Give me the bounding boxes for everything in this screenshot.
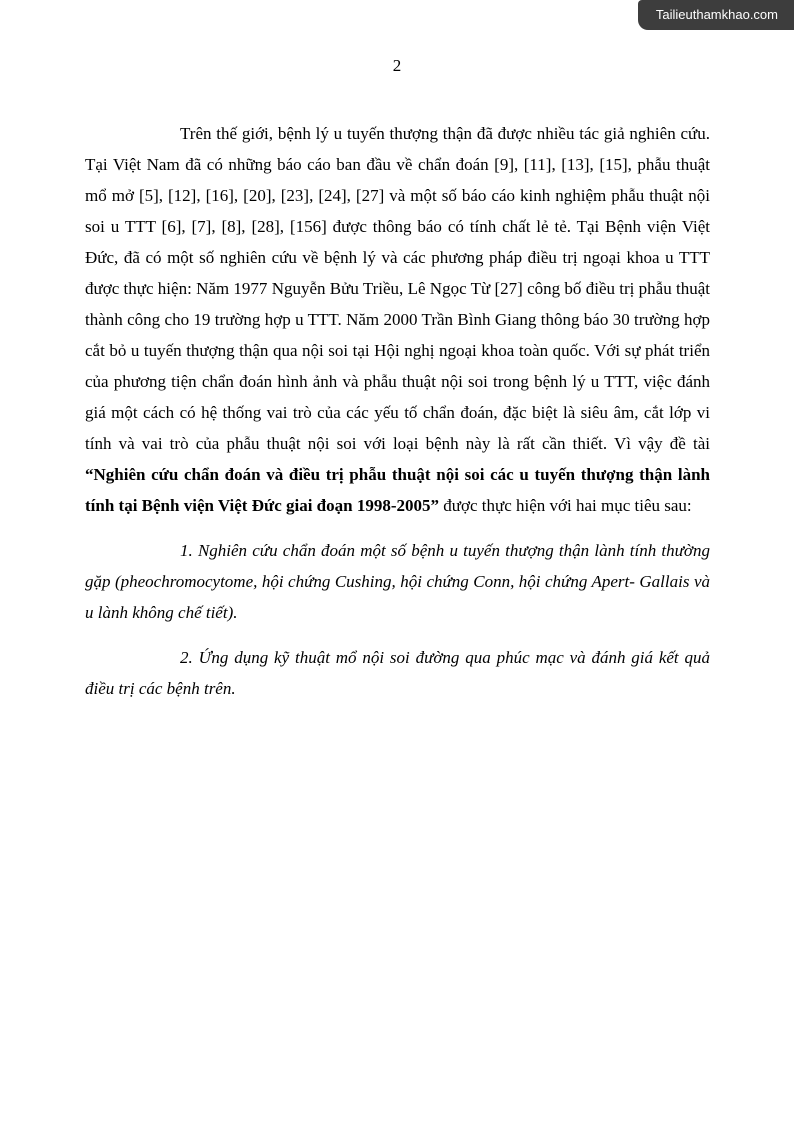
objective-2: 2. Ứng dụng kỹ thuật mổ nội soi đường qua phúc mạc và đánh giá kết quả điều trị các bệnh trên. — [85, 648, 710, 698]
watermark-badge — [638, 0, 794, 30]
intro-text-lead: Trên thế giới, bệnh lý u tuyến thượng thận đã được nhiều tác giả nghiên cứu. Tại Việt Nam đã có những báo cáo ban đầu về chẩn đoán [9], [11], [13], [15], phẫu thuật mổ mở [5], [12], [16], [20], [23], [24], [27] và một số báo cáo kinh nghiệm phẫu thuật nội soi u TTT [6], [7], [8], [28], [156] được thông báo có tính chất lẻ tẻ. Tại Bệnh viện Việt Đức, đã có một số nghiên cứu về bệnh lý và các phương pháp điều trị ngoại khoa u TTT được thực hiện: Năm 1977 Nguyễn Bửu Triều, Lê Ngọc Từ [27] công bố điều trị phẫu thuật thành công cho 19 trường hợp u TTT. Năm 2000 Trần Bình Giang thông báo 30 trường hợp cắt bỏ u tuyến thượng thận qua nội soi tại Hội nghị ngoại khoa toàn quốc. Với sự phát triển của phương tiện chẩn đoán hình ảnh và phẫu thuật nội soi trong bệnh lý u TTT, việc đánh giá một cách có hệ thống vai trò của các yếu tố chẩn đoán, đặc biệt là siêu âm, cắt lớp vi tính và vai trò của phẫu thuật nội soi với loại bệnh này là rất cần thiết. Vì vậy đề tài — [85, 124, 710, 453]
document-content — [85, 118, 710, 704]
paragraph-introduction — [85, 118, 710, 521]
watermark-text: Tailieuthamkhao.com — [655, 7, 778, 22]
objective-1: 1. Nghiên cứu chẩn đoán một số bệnh u tuyến thượng thận lành tính thường gặp (pheochromocytome, hội chứng Cushing, hội chứng Conn, hội chứng Apert- Gallais và u lành không chế tiết). — [85, 541, 710, 622]
thesis-title-text: “Nghiên cứu chẩn đoán và điều trị phẫu thuật nội soi các u tuyến thượng thận lành tính tại Bệnh viện Việt Đức giai đoạn 1998-2005” — [85, 465, 710, 515]
intro-text-tail: được thực hiện với hai mục tiêu sau: — [439, 496, 692, 515]
page-number: 2 — [392, 56, 402, 75]
